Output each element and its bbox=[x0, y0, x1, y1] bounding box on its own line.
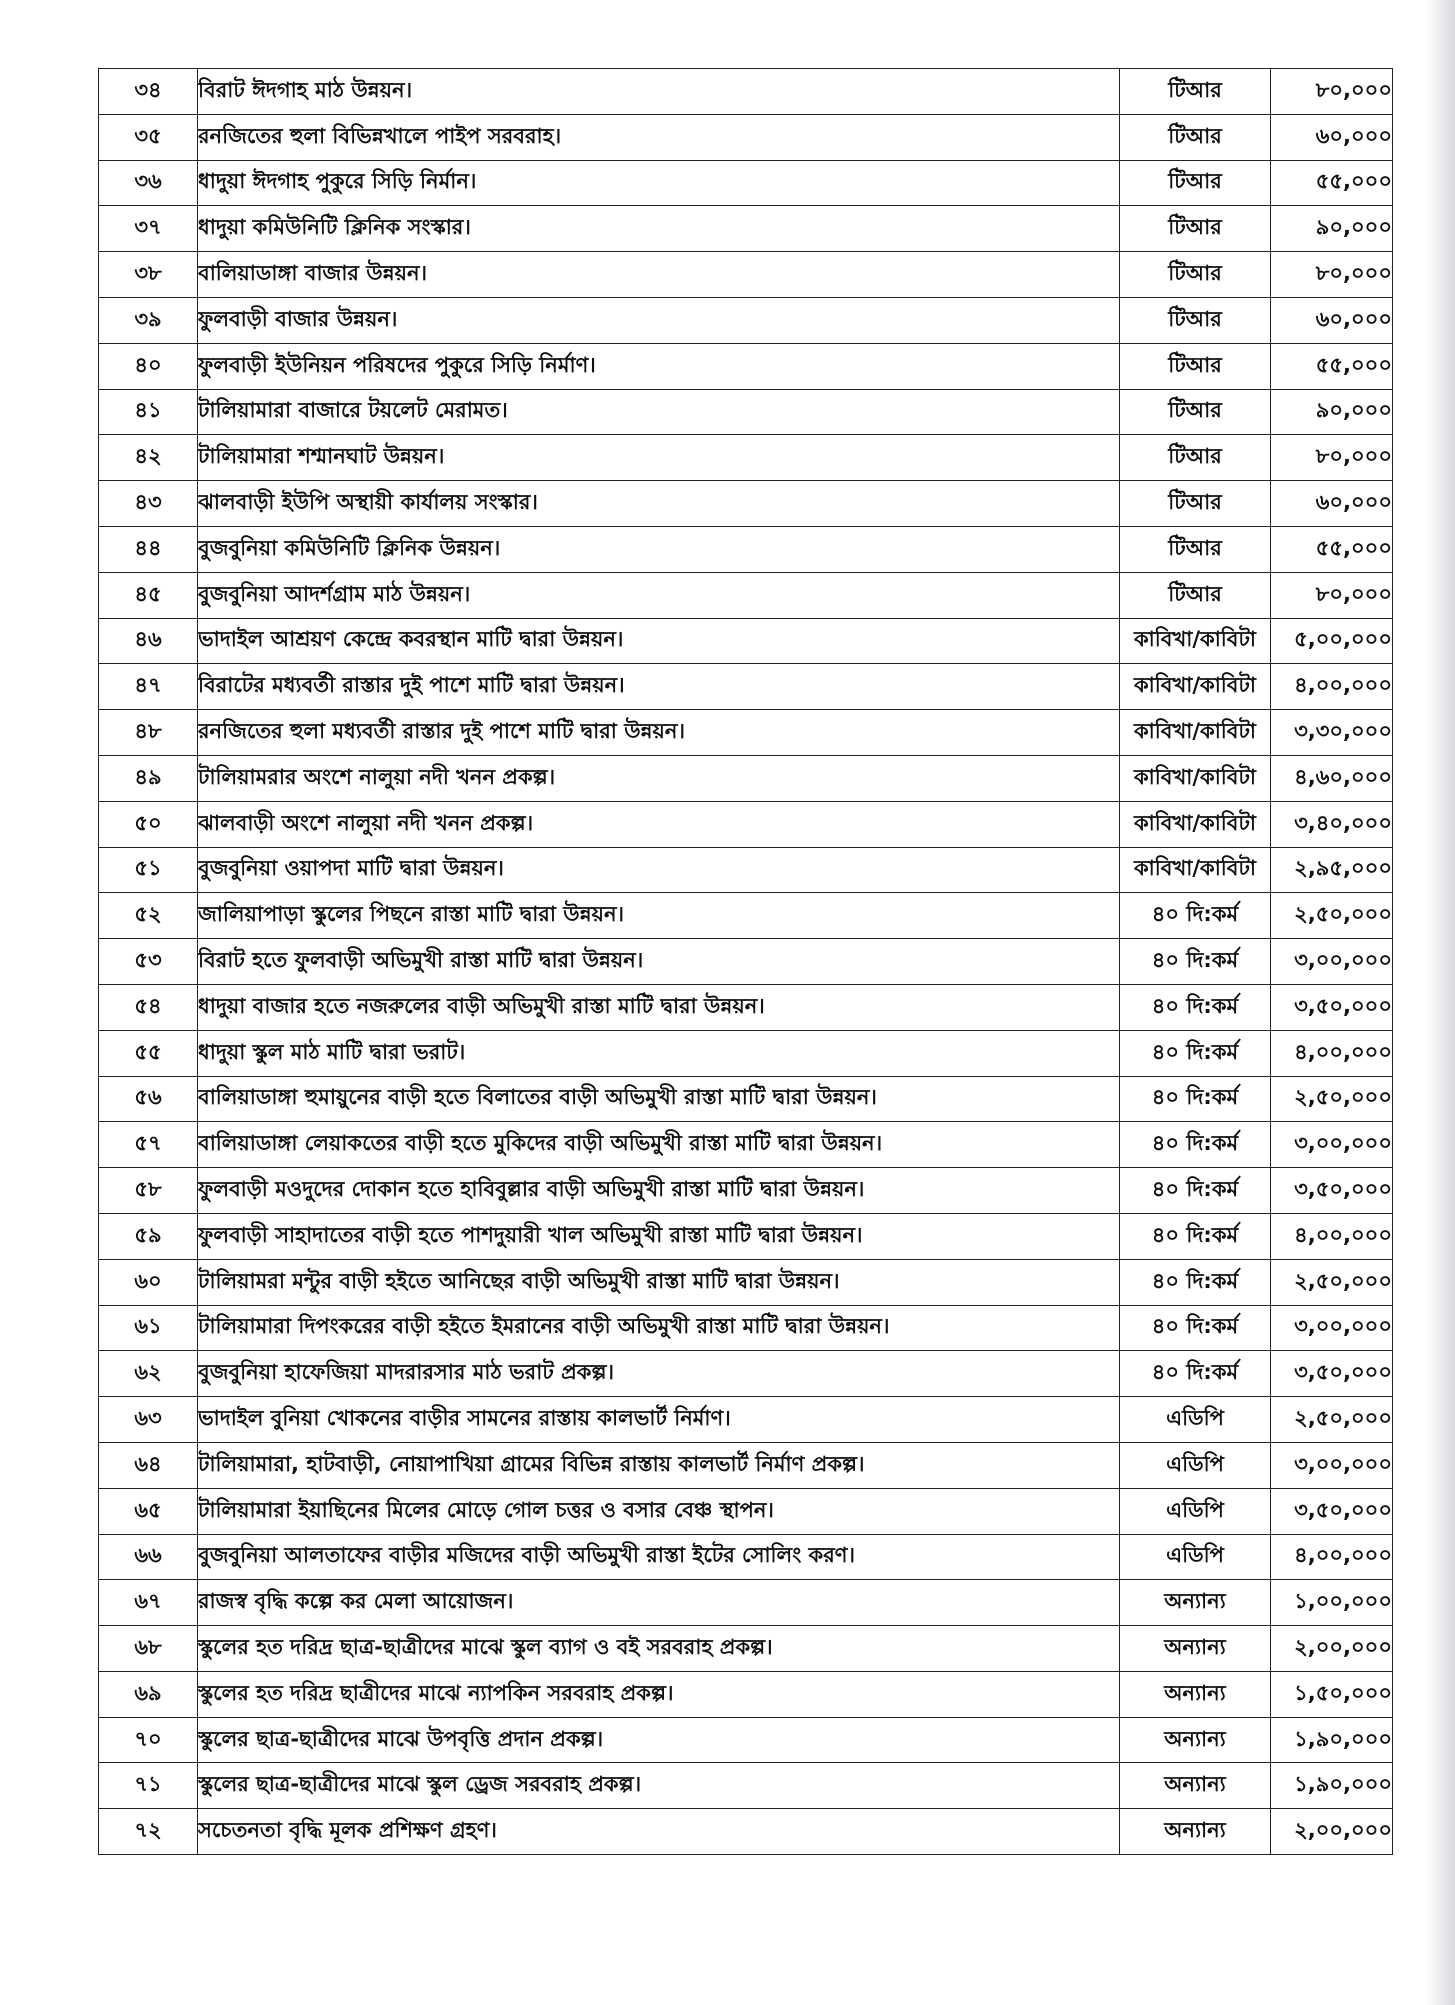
table-row bbox=[99, 1168, 1393, 1214]
table-row bbox=[99, 252, 1393, 298]
serial-cell: ৭১ bbox=[99, 1763, 198, 1809]
table-row bbox=[99, 1763, 1393, 1809]
amount-cell: ৪,০০,০০০ bbox=[1271, 1213, 1393, 1259]
description-cell: রনজিতের হুলা বিভিন্নখালে পাইপ সরবরাহ। bbox=[198, 114, 1120, 160]
description-cell: ঝালবাড়ী অংশে নালুয়া নদী খনন প্রকল্প। bbox=[198, 801, 1120, 847]
amount-cell: ২,৫০,০০০ bbox=[1271, 1076, 1393, 1122]
description-cell: ভাদাইল বুনিয়া খোকনের বাড়ীর সামনের রাস্তায় কালভার্ট নির্মাণ। bbox=[198, 1397, 1120, 1443]
table-row bbox=[99, 1122, 1393, 1168]
funding-source-cell: কাবিখা/কাবিটা bbox=[1120, 755, 1271, 801]
serial-cell: ৩৬ bbox=[99, 160, 198, 206]
table-row bbox=[99, 710, 1393, 756]
description-cell: টালিয়ামারা, হাটবাড়ী, নোয়াপাখিয়া গ্রামের বিভিন্ন রাস্তায় কালভার্ট নির্মাণ প্রকল্প। bbox=[198, 1442, 1120, 1488]
description-cell: বুজবুনিয়া হাফেজিয়া মাদরারসার মাঠ ভরাট প্রকল্প। bbox=[198, 1351, 1120, 1397]
table-row bbox=[99, 1488, 1393, 1534]
serial-cell: ৪৩ bbox=[99, 481, 198, 527]
table-row bbox=[99, 984, 1393, 1030]
table-row bbox=[99, 618, 1393, 664]
serial-cell: ৬৫ bbox=[99, 1488, 198, 1534]
amount-cell: ৩,৩০,০০০ bbox=[1271, 710, 1393, 756]
serial-cell: ৬৭ bbox=[99, 1580, 198, 1626]
funding-source-cell: অন্যান্য bbox=[1120, 1717, 1271, 1763]
page-edge-shadow bbox=[1425, 0, 1455, 2005]
table-row bbox=[99, 893, 1393, 939]
serial-cell: ৪৮ bbox=[99, 710, 198, 756]
funding-source-cell: টিআর bbox=[1120, 481, 1271, 527]
table-row bbox=[99, 1442, 1393, 1488]
amount-cell: ২,৫০,০০০ bbox=[1271, 1259, 1393, 1305]
serial-cell: ৩৭ bbox=[99, 206, 198, 252]
amount-cell: ৮০,০০০ bbox=[1271, 69, 1393, 115]
amount-cell: ৩,৫০,০০০ bbox=[1271, 1168, 1393, 1214]
funding-source-cell: অন্যান্য bbox=[1120, 1763, 1271, 1809]
funding-source-cell: এডিপি bbox=[1120, 1534, 1271, 1580]
funding-source-cell: ৪০ দি:কর্ম bbox=[1120, 1213, 1271, 1259]
description-cell: বালিয়াডাঙ্গা বাজার উন্নয়ন। bbox=[198, 252, 1120, 298]
serial-cell: ৫৯ bbox=[99, 1213, 198, 1259]
serial-cell: ৬৪ bbox=[99, 1442, 198, 1488]
funding-source-cell: ৪০ দি:কর্ম bbox=[1120, 1168, 1271, 1214]
amount-cell: ১,০০,০০০ bbox=[1271, 1580, 1393, 1626]
project-table-body bbox=[99, 69, 1393, 1855]
description-cell: টালিয়ামরার অংশে নালুয়া নদী খনন প্রকল্প। bbox=[198, 755, 1120, 801]
amount-cell: ৪,০০,০০০ bbox=[1271, 664, 1393, 710]
description-cell: টালিয়ামরা মন্টুর বাড়ী হইতে আনিছের বাড়ী অভিমুখী রাস্তা মাটি দ্বারা উন্নয়ন। bbox=[198, 1259, 1120, 1305]
description-cell: টালিয়ামারা ইয়াছিনের মিলের মোড়ে গোল চত্তর ও বসার বেঞ্চ স্থাপন। bbox=[198, 1488, 1120, 1534]
table-row bbox=[99, 1717, 1393, 1763]
table-row bbox=[99, 1809, 1393, 1855]
amount-cell: ১,৯০,০০০ bbox=[1271, 1717, 1393, 1763]
amount-cell: ৩,৪০,০০০ bbox=[1271, 801, 1393, 847]
amount-cell: ৪,০০,০০০ bbox=[1271, 1030, 1393, 1076]
amount-cell: ২,০০,০০০ bbox=[1271, 1626, 1393, 1672]
funding-source-cell: ৪০ দি:কর্ম bbox=[1120, 1351, 1271, 1397]
serial-cell: ৭০ bbox=[99, 1717, 198, 1763]
table-row bbox=[99, 1671, 1393, 1717]
description-cell: ধাদুয়া স্কুল মাঠ মাটি দ্বারা ভরাট। bbox=[198, 1030, 1120, 1076]
serial-cell: ৫২ bbox=[99, 893, 198, 939]
funding-source-cell: টিআর bbox=[1120, 252, 1271, 298]
amount-cell: ৩,৫০,০০০ bbox=[1271, 1488, 1393, 1534]
description-cell: জালিয়াপাড়া স্কুলের পিছনে রাস্তা মাটি দ্বারা উন্নয়ন। bbox=[198, 893, 1120, 939]
serial-cell: ৪৬ bbox=[99, 618, 198, 664]
funding-source-cell: এডিপি bbox=[1120, 1442, 1271, 1488]
description-cell: বালিয়াডাঙ্গা হুমায়ুনের বাড়ী হতে বিলাতের বাড়ী অভিমুখী রাস্তা মাটি দ্বারা উন্নয়ন। bbox=[198, 1076, 1120, 1122]
serial-cell: ৩৯ bbox=[99, 297, 198, 343]
table-row bbox=[99, 1580, 1393, 1626]
description-cell: বুজবুনিয়া আদর্শগ্রাম মাঠ উন্নয়ন। bbox=[198, 572, 1120, 618]
description-cell: টালিয়ামারা শশ্মানঘাট উন্নয়ন। bbox=[198, 435, 1120, 481]
serial-cell: ৬১ bbox=[99, 1305, 198, 1351]
amount-cell: ৬০,০০০ bbox=[1271, 114, 1393, 160]
table-row bbox=[99, 1030, 1393, 1076]
description-cell: স্কুলের ছাত্র-ছাত্রীদের মাঝে উপবৃত্তি প্রদান প্রকল্প। bbox=[198, 1717, 1120, 1763]
serial-cell: ৩৮ bbox=[99, 252, 198, 298]
funding-source-cell: টিআর bbox=[1120, 435, 1271, 481]
funding-source-cell: টিআর bbox=[1120, 389, 1271, 435]
amount-cell: ৮০,০০০ bbox=[1271, 252, 1393, 298]
serial-cell: ৪২ bbox=[99, 435, 198, 481]
description-cell: রাজস্ব বৃদ্ধি কল্পে কর মেলা আয়োজন। bbox=[198, 1580, 1120, 1626]
table-row bbox=[99, 526, 1393, 572]
funding-source-cell: টিআর bbox=[1120, 572, 1271, 618]
amount-cell: ৩,০০,০০০ bbox=[1271, 1122, 1393, 1168]
table-row bbox=[99, 1534, 1393, 1580]
table-row bbox=[99, 1626, 1393, 1672]
serial-cell: ৪১ bbox=[99, 389, 198, 435]
description-cell: সচেতনতা বৃদ্ধি মূলক প্রশিক্ষণ গ্রহণ। bbox=[198, 1809, 1120, 1855]
funding-source-cell: কাবিখা/কাবিটা bbox=[1120, 801, 1271, 847]
table-row bbox=[99, 1305, 1393, 1351]
description-cell: বিরাট হতে ফুলবাড়ী অভিমুখী রাস্তা মাটি দ্বারা উন্নয়ন। bbox=[198, 939, 1120, 985]
description-cell: স্কুলের হত দরিদ্র ছাত্রীদের মাঝে ন্যাপকিন সরবরাহ প্রকল্প। bbox=[198, 1671, 1120, 1717]
funding-source-cell: অন্যান্য bbox=[1120, 1580, 1271, 1626]
description-cell: বুজবুনিয়া ওয়াপদা মাটি দ্বারা উন্নয়ন। bbox=[198, 847, 1120, 893]
funding-source-cell: টিআর bbox=[1120, 297, 1271, 343]
amount-cell: ৩,৫০,০০০ bbox=[1271, 984, 1393, 1030]
serial-cell: ৫৮ bbox=[99, 1168, 198, 1214]
amount-cell: ২,৫০,০০০ bbox=[1271, 1397, 1393, 1443]
serial-cell: ৫৭ bbox=[99, 1122, 198, 1168]
amount-cell: ৩,৫০,০০০ bbox=[1271, 1351, 1393, 1397]
table-row bbox=[99, 69, 1393, 115]
amount-cell: ৫৫,০০০ bbox=[1271, 160, 1393, 206]
funding-source-cell: এডিপি bbox=[1120, 1397, 1271, 1443]
description-cell: ধাদুয়া ঈদগাহ পুকুরে সিড়ি নির্মান। bbox=[198, 160, 1120, 206]
funding-source-cell: টিআর bbox=[1120, 160, 1271, 206]
serial-cell: ৬০ bbox=[99, 1259, 198, 1305]
description-cell: স্কুলের হত দরিদ্র ছাত্র-ছাত্রীদের মাঝে স্কুল ব্যাগ ও বই সরবরাহ প্রকল্প। bbox=[198, 1626, 1120, 1672]
table-row bbox=[99, 572, 1393, 618]
funding-source-cell: ৪০ দি:কর্ম bbox=[1120, 939, 1271, 985]
description-cell: ভাদাইল আশ্রয়ণ কেন্দ্রে কবরস্থান মাটি দ্বারা উন্নয়ন। bbox=[198, 618, 1120, 664]
serial-cell: ৫০ bbox=[99, 801, 198, 847]
funding-source-cell: অন্যান্য bbox=[1120, 1671, 1271, 1717]
funding-source-cell: ৪০ দি:কর্ম bbox=[1120, 1076, 1271, 1122]
table-row bbox=[99, 435, 1393, 481]
description-cell: ধাদুয়া বাজার হতে নজরুলের বাড়ী অভিমুখী রাস্তা মাটি দ্বারা উন্নয়ন। bbox=[198, 984, 1120, 1030]
table-row bbox=[99, 206, 1393, 252]
project-table bbox=[98, 68, 1393, 1855]
amount-cell: ২,৫০,০০০ bbox=[1271, 893, 1393, 939]
funding-source-cell: এডিপি bbox=[1120, 1488, 1271, 1534]
amount-cell: ৪,০০,০০০ bbox=[1271, 1534, 1393, 1580]
description-cell: ঝালবাড়ী ইউপি অস্থায়ী কার্যালয় সংস্কার। bbox=[198, 481, 1120, 527]
description-cell: ফুলবাড়ী মওদুদের দোকান হতে হাবিবুল্লার বাড়ী অভিমুখী রাস্তা মাটি দ্বারা উন্নয়ন। bbox=[198, 1168, 1120, 1214]
funding-source-cell: টিআর bbox=[1120, 206, 1271, 252]
amount-cell: ১,৯০,০০০ bbox=[1271, 1763, 1393, 1809]
serial-cell: ৫৪ bbox=[99, 984, 198, 1030]
description-cell: ফুলবাড়ী বাজার উন্নয়ন। bbox=[198, 297, 1120, 343]
description-cell: টালিয়ামারা দিপংকরের বাড়ী হইতে ইমরানের বাড়ী অভিমুখী রাস্তা মাটি দ্বারা উন্নয়ন। bbox=[198, 1305, 1120, 1351]
serial-cell: ৬৯ bbox=[99, 1671, 198, 1717]
amount-cell: ২,৯৫,০০০ bbox=[1271, 847, 1393, 893]
table-row bbox=[99, 847, 1393, 893]
funding-source-cell: কাবিখা/কাবিটা bbox=[1120, 664, 1271, 710]
serial-cell: ৩৪ bbox=[99, 69, 198, 115]
serial-cell: ৬৮ bbox=[99, 1626, 198, 1672]
serial-cell: ৬২ bbox=[99, 1351, 198, 1397]
serial-cell: ৪০ bbox=[99, 343, 198, 389]
serial-cell: ৫৬ bbox=[99, 1076, 198, 1122]
serial-cell: ৫৫ bbox=[99, 1030, 198, 1076]
table-row bbox=[99, 343, 1393, 389]
description-cell: বিরাটের মধ্যবর্তী রাস্তার দুই পাশে মাটি দ্বারা উন্নয়ন। bbox=[198, 664, 1120, 710]
description-cell: স্কুলের ছাত্র-ছাত্রীদের মাঝে স্কুল ড্রেজ সরবরাহ প্রকল্প। bbox=[198, 1763, 1120, 1809]
funding-source-cell: ৪০ দি:কর্ম bbox=[1120, 1305, 1271, 1351]
funding-source-cell: অন্যান্য bbox=[1120, 1626, 1271, 1672]
amount-cell: ৩,০০,০০০ bbox=[1271, 939, 1393, 985]
serial-cell: ৪৪ bbox=[99, 526, 198, 572]
description-cell: বালিয়াডাঙ্গা লেয়াকতের বাড়ী হতে মুকিদের বাড়ী অভিমুখী রাস্তা মাটি দ্বারা উন্নয়ন। bbox=[198, 1122, 1120, 1168]
serial-cell: ৩৫ bbox=[99, 114, 198, 160]
table-row bbox=[99, 297, 1393, 343]
amount-cell: ৮০,০০০ bbox=[1271, 435, 1393, 481]
amount-cell: ৫৫,০০০ bbox=[1271, 526, 1393, 572]
description-cell: টালিয়ামারা বাজারে টয়লেট মেরামত। bbox=[198, 389, 1120, 435]
serial-cell: ৫১ bbox=[99, 847, 198, 893]
funding-source-cell: টিআর bbox=[1120, 526, 1271, 572]
table-row bbox=[99, 481, 1393, 527]
amount-cell: ৫৫,০০০ bbox=[1271, 343, 1393, 389]
funding-source-cell: কাবিখা/কাবিটা bbox=[1120, 847, 1271, 893]
funding-source-cell: টিআর bbox=[1120, 69, 1271, 115]
table-row bbox=[99, 1213, 1393, 1259]
table-row bbox=[99, 664, 1393, 710]
funding-source-cell: ৪০ দি:কর্ম bbox=[1120, 1122, 1271, 1168]
serial-cell: ৪৭ bbox=[99, 664, 198, 710]
description-cell: বুজবুনিয়া আলতাফের বাড়ীর মজিদের বাড়ী অভিমুখী রাস্তা ইটের সোলিং করণ। bbox=[198, 1534, 1120, 1580]
description-cell: ফুলবাড়ী সাহাদাতের বাড়ী হতে পাশদুয়ারী খাল অভিমুখী রাস্তা মাটি দ্বারা উন্নয়ন। bbox=[198, 1213, 1120, 1259]
amount-cell: ২,০০,০০০ bbox=[1271, 1809, 1393, 1855]
table-row bbox=[99, 801, 1393, 847]
amount-cell: ৬০,০০০ bbox=[1271, 481, 1393, 527]
table-row bbox=[99, 389, 1393, 435]
funding-source-cell: কাবিখা/কাবিটা bbox=[1120, 618, 1271, 664]
table-row bbox=[99, 939, 1393, 985]
serial-cell: ৫৩ bbox=[99, 939, 198, 985]
amount-cell: ৯০,০০০ bbox=[1271, 206, 1393, 252]
serial-cell: ৬৬ bbox=[99, 1534, 198, 1580]
amount-cell: ১,৫০,০০০ bbox=[1271, 1671, 1393, 1717]
amount-cell: ৪,৬০,০০০ bbox=[1271, 755, 1393, 801]
description-cell: বিরাট ঈদগাহ মাঠ উন্নয়ন। bbox=[198, 69, 1120, 115]
amount-cell: ৯০,০০০ bbox=[1271, 389, 1393, 435]
table-row bbox=[99, 1259, 1393, 1305]
table-row bbox=[99, 114, 1393, 160]
funding-source-cell: ৪০ দি:কর্ম bbox=[1120, 984, 1271, 1030]
funding-source-cell: টিআর bbox=[1120, 343, 1271, 389]
funding-source-cell: ৪০ দি:কর্ম bbox=[1120, 893, 1271, 939]
serial-cell: ৭২ bbox=[99, 1809, 198, 1855]
amount-cell: ৩,০০,০০০ bbox=[1271, 1442, 1393, 1488]
funding-source-cell: ৪০ দি:কর্ম bbox=[1120, 1030, 1271, 1076]
serial-cell: ৪৯ bbox=[99, 755, 198, 801]
funding-source-cell: কাবিখা/কাবিটা bbox=[1120, 710, 1271, 756]
table-row bbox=[99, 1351, 1393, 1397]
description-cell: বুজবুনিয়া কমিউনিটি ক্লিনিক উন্নয়ন। bbox=[198, 526, 1120, 572]
funding-source-cell: ৪০ দি:কর্ম bbox=[1120, 1259, 1271, 1305]
table-row bbox=[99, 1397, 1393, 1443]
funding-source-cell: অন্যান্য bbox=[1120, 1809, 1271, 1855]
description-cell: ধাদুয়া কমিউনিটি ক্লিনিক সংস্কার। bbox=[198, 206, 1120, 252]
serial-cell: ৪৫ bbox=[99, 572, 198, 618]
description-cell: রনজিতের হুলা মধ্যবর্তী রাস্তার দুই পাশে মাটি দ্বারা উন্নয়ন। bbox=[198, 710, 1120, 756]
serial-cell: ৬৩ bbox=[99, 1397, 198, 1443]
table-row bbox=[99, 755, 1393, 801]
table-row bbox=[99, 160, 1393, 206]
table-row bbox=[99, 1076, 1393, 1122]
amount-cell: ৮০,০০০ bbox=[1271, 572, 1393, 618]
funding-source-cell: টিআর bbox=[1120, 114, 1271, 160]
amount-cell: ৫,০০,০০০ bbox=[1271, 618, 1393, 664]
amount-cell: ৬০,০০০ bbox=[1271, 297, 1393, 343]
description-cell: ফুলবাড়ী ইউনিয়ন পরিষদের পুকুরে সিড়ি নির্মাণ। bbox=[198, 343, 1120, 389]
amount-cell: ৩,০০,০০০ bbox=[1271, 1305, 1393, 1351]
